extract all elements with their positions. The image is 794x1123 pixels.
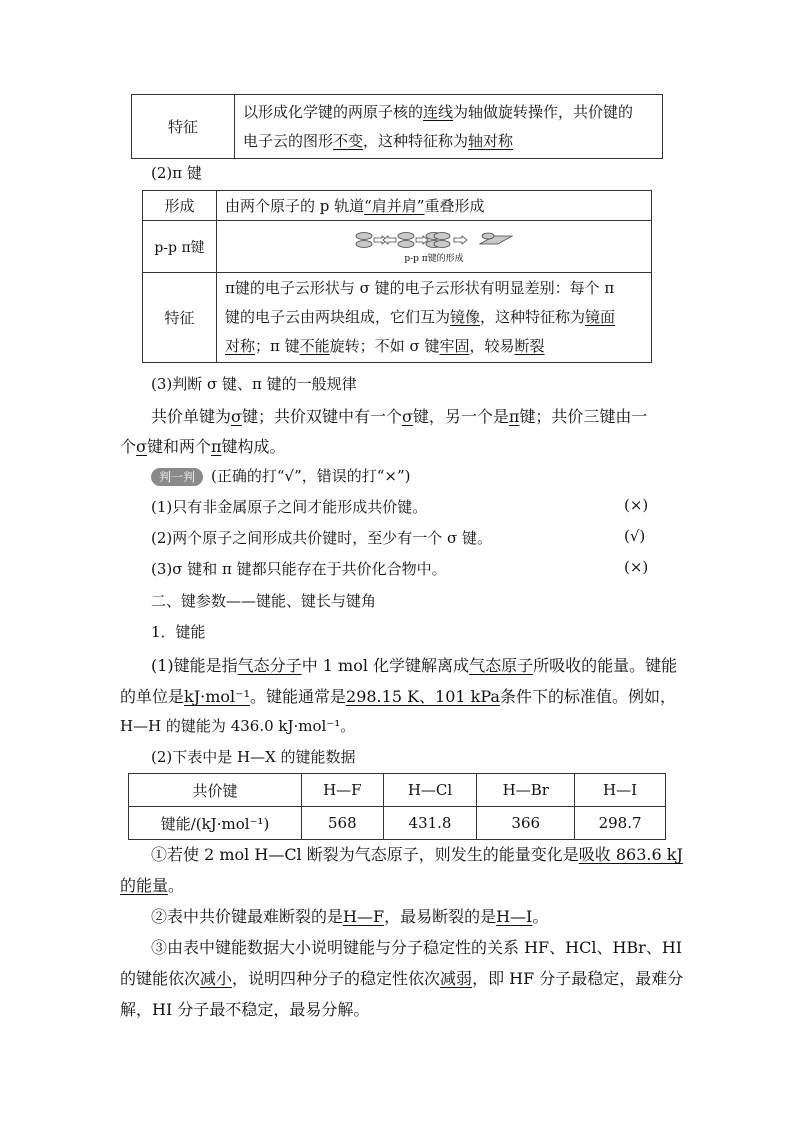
text: 共价单键为 — [151, 407, 232, 426]
text: ②表中共价键最难断裂的是 — [151, 907, 344, 926]
subsection-bond-energy: 1．键能 — [151, 623, 206, 641]
pp-pi-figure — [225, 230, 643, 264]
text: 个 — [120, 437, 137, 456]
judge-item-1: (1)只有非金属原子之间才能形成共价键。 — [151, 498, 428, 516]
table-cell: 431.8 — [383, 807, 477, 840]
pi-bond-formation-diagram — [354, 230, 514, 250]
judge-badge: 判一判 — [151, 468, 203, 486]
text: 键，另一个是 — [412, 407, 509, 426]
underlined-answer: 连线 — [423, 102, 454, 121]
text: 。 — [168, 876, 185, 895]
underlined-answer: 镜像 — [450, 308, 481, 326]
underlined-answer: 气态分子 — [237, 656, 302, 675]
judge-item-3: (3)σ 键和 π 键都只能存在于共价化合物中。 — [151, 560, 447, 578]
text: 为轴做旋转操作，共价键的 — [453, 102, 634, 121]
underlined-answer: 298.15 K、101 kPa — [346, 687, 500, 706]
judge-header — [151, 465, 411, 486]
para1-line2 — [120, 684, 676, 707]
text: ；π 键 — [255, 337, 300, 355]
table-heading: (2)下表中是 H—X 的键能数据 — [151, 748, 356, 766]
table-header-row — [129, 774, 666, 807]
underlined-answer: 的能量 — [120, 876, 169, 895]
pp-pi-figure-cell — [217, 221, 652, 273]
text: 的单位是 — [120, 687, 185, 706]
sigma-feature-label: 特征 — [132, 95, 235, 159]
text: ①若使 2 mol H—Cl 断裂为气态原子，则发生的能量变化是 — [151, 845, 579, 864]
table-cell: 298.7 — [575, 807, 666, 840]
text: 旋转；不如 σ 键 — [329, 337, 440, 355]
table-header-cell: H—Br — [477, 774, 575, 807]
conclusion-3-line3: 解，HI 分子最不稳定，最易分解。 — [120, 1000, 370, 1019]
text: ，说明四种分子的稳定性依次 — [232, 969, 441, 988]
conclusion-3-line1: ③由表中键能数据大小说明键能与分子稳定性的关系 HF、HCl、HBr、HI — [151, 938, 683, 957]
text: 所吸收的能量。键能 — [533, 656, 678, 675]
table-header-cell: H—Cl — [383, 774, 477, 807]
text: 键的电子云由两块组成，它们互为 — [225, 308, 451, 326]
table-cell: 键能/(kJ·mol⁻¹) — [129, 807, 302, 840]
table-header-cell: H—F — [302, 774, 384, 807]
text: ，这种特征称为 — [480, 308, 586, 326]
text: 键；共价三键由一 — [519, 407, 648, 426]
sigma-feature-table — [131, 94, 663, 159]
underlined-answer: 牢固 — [439, 337, 470, 355]
pi-heading: (2)π 键 — [151, 164, 202, 182]
underlined-answer: 断裂 — [514, 337, 545, 355]
figure-caption: p-p π键的形成 — [404, 253, 464, 264]
text: ，较易 — [469, 337, 515, 355]
underlined-answer: 吸收 863.6 kJ — [578, 845, 683, 864]
underlined-answer: 气态原子 — [469, 656, 534, 675]
text: π键的电子云形状与 σ 键的电子云形状有明显差别：每个 π — [225, 279, 615, 297]
rule-line-1 — [151, 404, 647, 427]
text: 键；共价双键中有一个 — [241, 407, 402, 426]
text: 键和两个 — [146, 437, 211, 456]
underlined-answer: σ — [401, 407, 413, 426]
text: 。键能通常是 — [250, 687, 347, 706]
table-header-cell: H—I — [575, 774, 666, 807]
pi-feature-label: 特征 — [143, 273, 217, 363]
table-cell: 568 — [302, 807, 384, 840]
underlined-answer: “肩并肩” — [364, 197, 425, 215]
judge-item-2: (2)两个原子之间形成共价键时，至少有一个 σ 键。 — [151, 529, 493, 547]
underlined-answer: σ — [136, 437, 147, 456]
underlined-answer: 减小 — [200, 969, 233, 988]
judge-answer-2: (√) — [624, 527, 646, 545]
para1-line1 — [151, 653, 677, 676]
text: 电子云的图形 — [243, 131, 334, 150]
conclusion-2 — [151, 904, 548, 927]
text: ，即 HF 分子最稳定，最难分 — [472, 969, 684, 988]
underlined-answer: H—I — [496, 907, 533, 926]
text: 重叠形成 — [424, 197, 485, 215]
text: ，这种特征称为 — [363, 131, 469, 150]
text: 键构成。 — [221, 437, 286, 456]
text: 的键能依次 — [120, 969, 201, 988]
underlined-answer: σ — [231, 407, 242, 426]
text: 条件下的标准值。例如， — [499, 687, 676, 706]
underlined-answer: π — [210, 437, 222, 456]
text: (1)键能是指 — [151, 656, 238, 675]
rule-heading: (3)判断 σ 键、π 键的一般规律 — [151, 375, 357, 393]
judge-answer-1: (×) — [624, 496, 649, 514]
table-cell: 366 — [477, 807, 575, 840]
underlined-answer: 不能 — [299, 337, 330, 355]
judge-answer-3: (×) — [624, 558, 649, 576]
para1-line3: H—H 的键能为 436.0 kJ·mol⁻¹。 — [120, 717, 356, 735]
text: 以形成化学键的两原子核的 — [243, 102, 424, 121]
sigma-feature-desc — [235, 95, 663, 159]
text: 中 1 mol 化学键解离成 — [301, 656, 470, 675]
underlined-answer: 轴对称 — [468, 131, 514, 150]
conclusion-1-line1 — [151, 842, 683, 865]
underlined-answer: 对称 — [225, 337, 256, 355]
underlined-answer: 镜面 — [585, 308, 616, 326]
underlined-answer: π — [508, 407, 520, 426]
pp-pi-label: p-p π键 — [143, 221, 217, 273]
pi-feature-desc — [217, 273, 652, 363]
conclusion-3-line2 — [120, 966, 683, 989]
judge-instruction: (正确的打“√”，错误的打“×”) — [211, 467, 411, 485]
formation-label: 形成 — [143, 191, 217, 221]
text: ，最易断裂的是 — [384, 907, 497, 926]
rule-line-2 — [120, 434, 285, 457]
conclusion-1-line2 — [120, 873, 184, 896]
pi-bond-table — [142, 190, 652, 363]
section2-heading: 二、键参数——键能、键长与键角 — [151, 592, 377, 610]
underlined-answer: 不变 — [333, 131, 364, 150]
table-row — [129, 807, 666, 840]
underlined-answer: H—F — [343, 907, 385, 926]
underlined-answer: 减弱 — [440, 969, 473, 988]
text: 。 — [532, 907, 549, 926]
formation-desc — [217, 191, 652, 221]
text: 由两个原子的 p 轨道 — [225, 197, 365, 215]
underlined-answer: kJ·mol⁻¹ — [184, 687, 250, 706]
bond-energy-table — [128, 773, 666, 840]
table-header-cell: 共价键 — [129, 774, 302, 807]
